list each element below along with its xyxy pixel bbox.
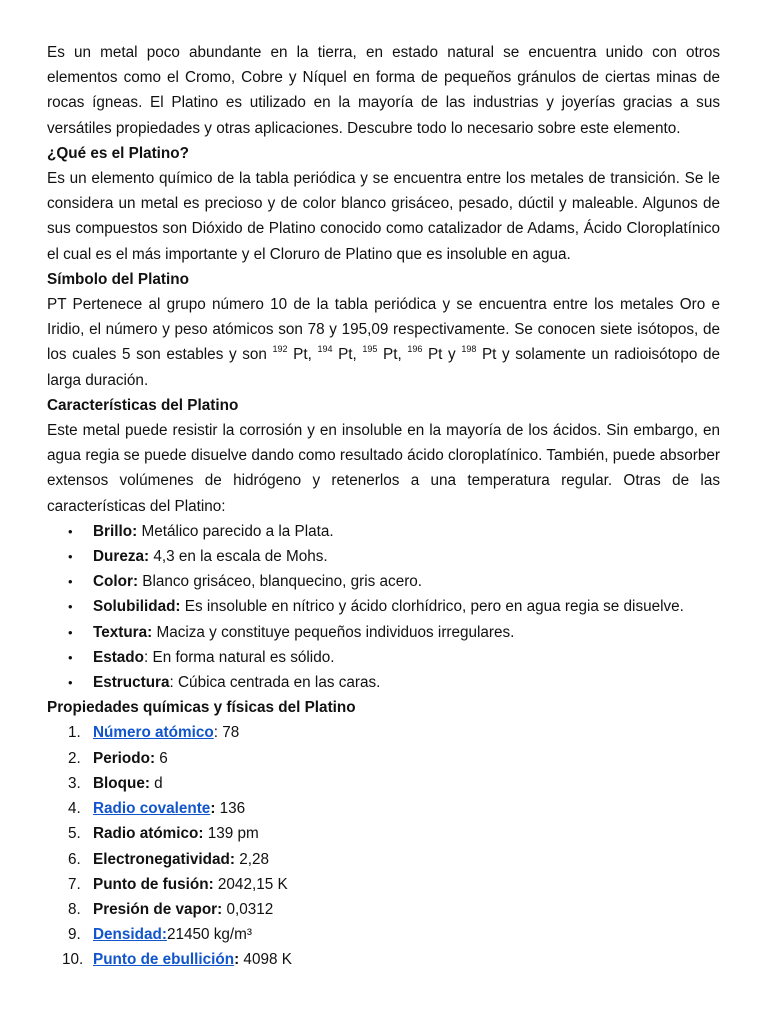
intro-paragraph: Es un metal poco abundante en la tierra, en estado natural se encuentra unido con otros elementos como el Cromo, Cobre y Níquel en forma de pequeños gránulos de ciertas minas de rocas ígneas. El Platino es utilizado en la mayoría de las industrias y joyerías gracias a sus versátiles propiedades y otras aplicaciones. Descubre todo lo necesario sobre este elemento.: [47, 44, 720, 137]
caracteristicas-list: [47, 519, 720, 695]
list-item: [47, 569, 720, 594]
isotope-symbol: Pt: [293, 346, 308, 364]
item-value: Es insoluble en nítrico y ácido clorhídrico, pero en agua regia se disuelve.: [180, 598, 684, 616]
property-link[interactable]: Número atómico: [93, 724, 214, 742]
isotope-separator: y: [442, 346, 462, 364]
list-item: [47, 645, 720, 670]
list-item: [47, 746, 720, 771]
item-value: 139 pm: [203, 825, 259, 843]
simbolo-text-start: PT Pertenece al grupo número 10 de la tabla periódica y se encuentra entre los metales Oro e Iridio, el número y peso atómicos son 78 y 195,09 respectivamente. Se conocen siete isótopos, de los cuales 5 son estables y son: [47, 296, 720, 364]
item-label: Estructura: [93, 674, 170, 692]
item-number: 2.: [68, 749, 81, 767]
isotope-list: [272, 346, 496, 363]
item-number: 7.: [68, 875, 81, 893]
item-value: 4098 K: [239, 951, 292, 969]
bullet-icon: •: [68, 599, 73, 615]
list-item: [47, 771, 720, 796]
item-value: Blanco grisáceo, blanquecino, gris acero.: [138, 573, 423, 591]
isotope-symbol: Pt: [338, 346, 353, 364]
bullet-icon: •: [68, 675, 73, 691]
list-item: [47, 897, 720, 922]
list-item: [47, 922, 720, 947]
item-number: 1.: [68, 724, 81, 742]
propiedades-list: [47, 720, 720, 972]
caracteristicas-paragraph: Este metal puede resistir la corrosión y en insoluble en la mayoría de los ácidos. Sin embargo, en agua regia se puede disuelve dando como resultado ácido cloroplatínico. También, puede absorber extensos volúmenes de hidrógeno y retenerlos a una temperatura regular. Otras de las características del Platino:: [47, 422, 720, 515]
isotope-mass-number: 195: [362, 344, 378, 355]
isotope-symbol: Pt: [481, 346, 497, 364]
isotope-mass-number: 196: [407, 344, 423, 355]
bullet-icon: •: [68, 624, 73, 640]
list-item: [47, 620, 720, 645]
list-item: [47, 847, 720, 872]
item-label: Dureza:: [93, 548, 150, 566]
isotope-separator: ,: [397, 346, 408, 364]
simbolo-paragraph: [47, 292, 720, 393]
item-label: Estado: [93, 648, 144, 666]
item-value: : En forma natural es sólido.: [144, 648, 335, 666]
property-link[interactable]: Punto de ebullición: [93, 951, 235, 969]
item-colon: :: [210, 800, 216, 818]
item-value: 0,0312: [222, 900, 274, 918]
item-value: 6: [155, 749, 168, 767]
item-label: Periodo:: [93, 749, 156, 767]
item-value: 2042,15 K: [213, 875, 288, 893]
property-link[interactable]: Densidad:: [93, 926, 167, 944]
item-label: Color:: [93, 573, 139, 591]
isotope-mass-number: 194: [317, 344, 333, 355]
item-label: Radio atómico:: [93, 825, 204, 843]
item-number: 9.: [68, 926, 81, 944]
heading-simbolo: Símbolo del Platino: [47, 270, 189, 288]
list-item: [47, 796, 720, 821]
isotope-separator: ,: [352, 346, 363, 364]
item-label: Presión de vapor:: [93, 900, 223, 918]
item-number: 6.: [68, 850, 81, 868]
bullet-icon: •: [68, 549, 73, 565]
item-value: : 78: [213, 724, 240, 742]
heading-propiedades: Propiedades químicas y físicas del Platino: [47, 699, 356, 717]
item-value: 136: [215, 800, 246, 818]
bullet-icon: •: [68, 649, 73, 665]
item-value: Maciza y constituye pequeños individuos irregulares.: [152, 623, 515, 641]
isotope-mass-number: 192: [272, 344, 288, 355]
heading-que-es: ¿Qué es el Platino?: [47, 144, 189, 162]
item-label: Electronegatividad:: [93, 850, 235, 868]
item-value: 4,3 en la escala de Mohs.: [149, 548, 328, 566]
item-label: Punto de fusión:: [93, 875, 214, 893]
list-item: [47, 872, 720, 897]
bullet-icon: •: [68, 523, 73, 539]
que-es-paragraph: Es un elemento químico de la tabla periódica y se encuentra entre los metales de transición. Se le considera un metal es precioso y de color blanco grisáceo, pesado, dúctil y maleable. Algunos de sus compuestos son Dióxido de Platino conocido como catalizador de Adams, Ácido Cloroplatínico el cual es el más importante y el Cloruro de Platino que es insoluble en agua.: [47, 170, 720, 263]
item-value: Metálico parecido a la Plata.: [137, 522, 334, 540]
list-item: [47, 720, 720, 745]
item-value: d: [149, 774, 163, 792]
heading-caracteristicas: Características del Platino: [47, 396, 239, 414]
item-number: 5.: [68, 825, 81, 843]
item-label: Textura:: [93, 623, 153, 641]
isotope-separator: ,: [307, 346, 318, 364]
list-item: [47, 594, 720, 619]
item-label: Solubilidad:: [93, 598, 181, 616]
item-colon: :: [234, 951, 240, 969]
isotope-mass-number: 198: [461, 344, 477, 355]
item-number: 3.: [68, 774, 81, 792]
isotope-symbol: Pt: [427, 346, 443, 364]
bullet-icon: •: [68, 574, 73, 590]
simbolo-text-end: y solamente un radioisótopo de larga duración.: [47, 346, 721, 389]
list-item: [47, 519, 720, 544]
document-page: [47, 40, 720, 973]
item-number: 10.: [62, 951, 84, 969]
list-item: [47, 544, 720, 569]
list-item: [47, 670, 720, 695]
isotope-symbol: Pt: [383, 346, 398, 364]
list-item: [47, 821, 720, 846]
item-number: 4.: [68, 800, 81, 818]
item-value: 21450 kg/m³: [166, 926, 252, 944]
item-value: : Cúbica centrada en las caras.: [169, 674, 381, 692]
item-value: 2,28: [234, 850, 269, 868]
list-item: [47, 947, 720, 972]
property-link[interactable]: Radio covalente: [93, 800, 211, 818]
item-label: Bloque:: [93, 774, 150, 792]
item-label: Brillo:: [93, 522, 138, 540]
item-number: 8.: [68, 900, 81, 918]
